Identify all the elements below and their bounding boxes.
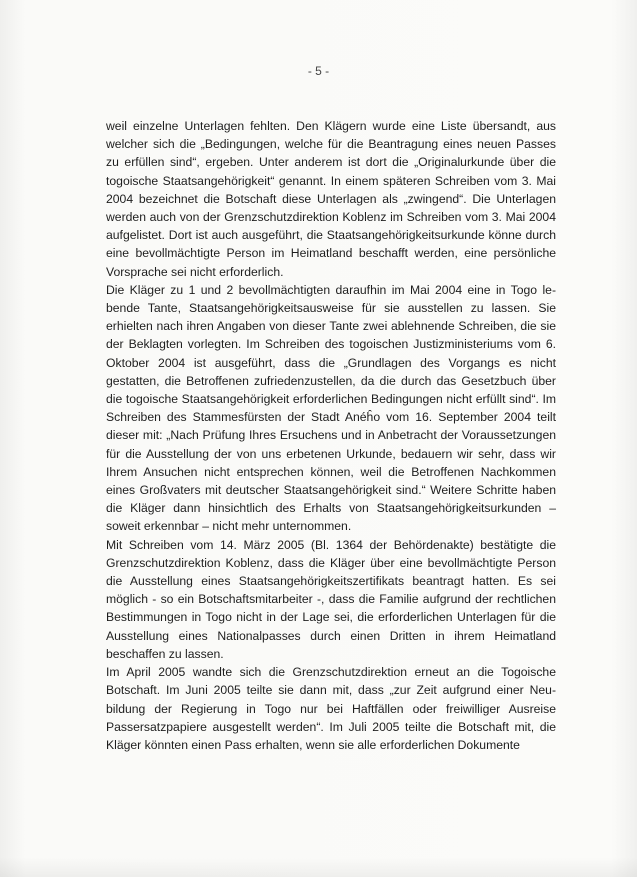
scan-bottom-edge: [0, 857, 637, 877]
paragraph-april-2005-embassy: Im April 2005 wandte sich die Grenzschutzdirektion erneut an die Togoische Botschaft. Im Juni 2005 teilte sie dann mit, dass „zur Zeit aufgrund einer Neubildung der Regierung in Togo nur bei Haftfällen oder freiwilliger Ausreise Passersatzpapiere ausgestellt werden“. Im Juli 2005 teilte die Botschaft mit, die Kläger könnten einen Pass erhalten, wenn sie alle erforderlichen Dokumente: [106, 665, 556, 752]
page-number: - 5 -: [307, 64, 330, 78]
paragraph-documents-missing: weil einzelne Unterlagen fehlten. Den Klägern wurde eine Liste übersandt, aus welcher sich die „Bedingungen, welche für die Beantragung eines neuen Passes zu erfüllen sind“, ergeben. Unter anderem ist dort die „Originalurkunde über die togoische Staatsangehörigkeit“ genannt. In einem späteren Schreiben vom 3. Mai 2004 bezeichnet die Botschaft diese Unterlagen als „zwingend“. Die Unterlagen werden auch von der Grenzschutzdirektion Koblenz im Schreiben vom 3. Mai 2004 aufgelistet. Dort ist auch ausgeführt, die Staatsangehörigkeitsurkunde könne durch eine bevollmächtigte Person im Heimatland beschafft werden, eine persönliche Vorsprache sei nicht erforderlich.: [106, 119, 556, 279]
paragraph-march-2005-letter: Mit Schreiben vom 14. März 2005 (Bl. 1364 der Behördenakte) bestätigte die Grenzschutzdirektion Koblenz, dass die Kläger über eine bevollmächtigte Person die Ausstellung eines Staatsangehörigkeitszertifikats beantragt hatten. Es sei möglich - so ein Botschaftsmitarbeiter -, dass die Familie aufgrund der rechtlichen Bestimmungen in Togo nicht in der Lage sei, die erforderlichen Unterlagen für die Ausstellung eines Nationalpasses durch einen Dritten in ihrem Heimatland beschaffen zu lassen.: [106, 537, 556, 661]
paragraph-aunt-authorization: Die Kläger zu 1 und 2 bevollmächtigten daraufhin im Mai 2004 eine in Togo lebende Tante, Staatsangehörigkeitsausweise für sie ausstellen zu lassen. Sie erhielten nach ihren Angaben von dieser Tante zwei ablehnende Schreiben, die sie der Beklagten vorlegten. Im Schreiben des togoischen Justizministeriums vom 6. Oktober 2004 ist ausgeführt, dass die „Grundlagen des Vorgangs es nicht gestatten, die Betroffenen zufriedenzustellen, da die durch das Gesetzbuch über die togoische Staatsangehörigkeit erforderlichen Bedingungen nicht erfüllt sind“. Im Schreiben des Stammesfürsten der Stadt Anéĥo vom 16. September 2004 teilt dieser mit: „Nach Prüfung Ihres Ersuchens und in Anbetracht der Voraussetzungen für die Ausstellung der von uns erbetenen Urkunde, bedauern wir sehr, dass wir Ihrem Ansuchen nicht entsprechen können, weil die Betroffenen Nachkommen eines Großvaters mit deutscher Staatsangehörigkeit sind.“ Weitere Schritte haben die Kläger dann hinsichtlich des Erhalts von Staatsangehörigkeitsurkunden – soweit erkennbar – nicht mehr unternommen.: [106, 282, 556, 534]
body-text: [106, 117, 556, 754]
